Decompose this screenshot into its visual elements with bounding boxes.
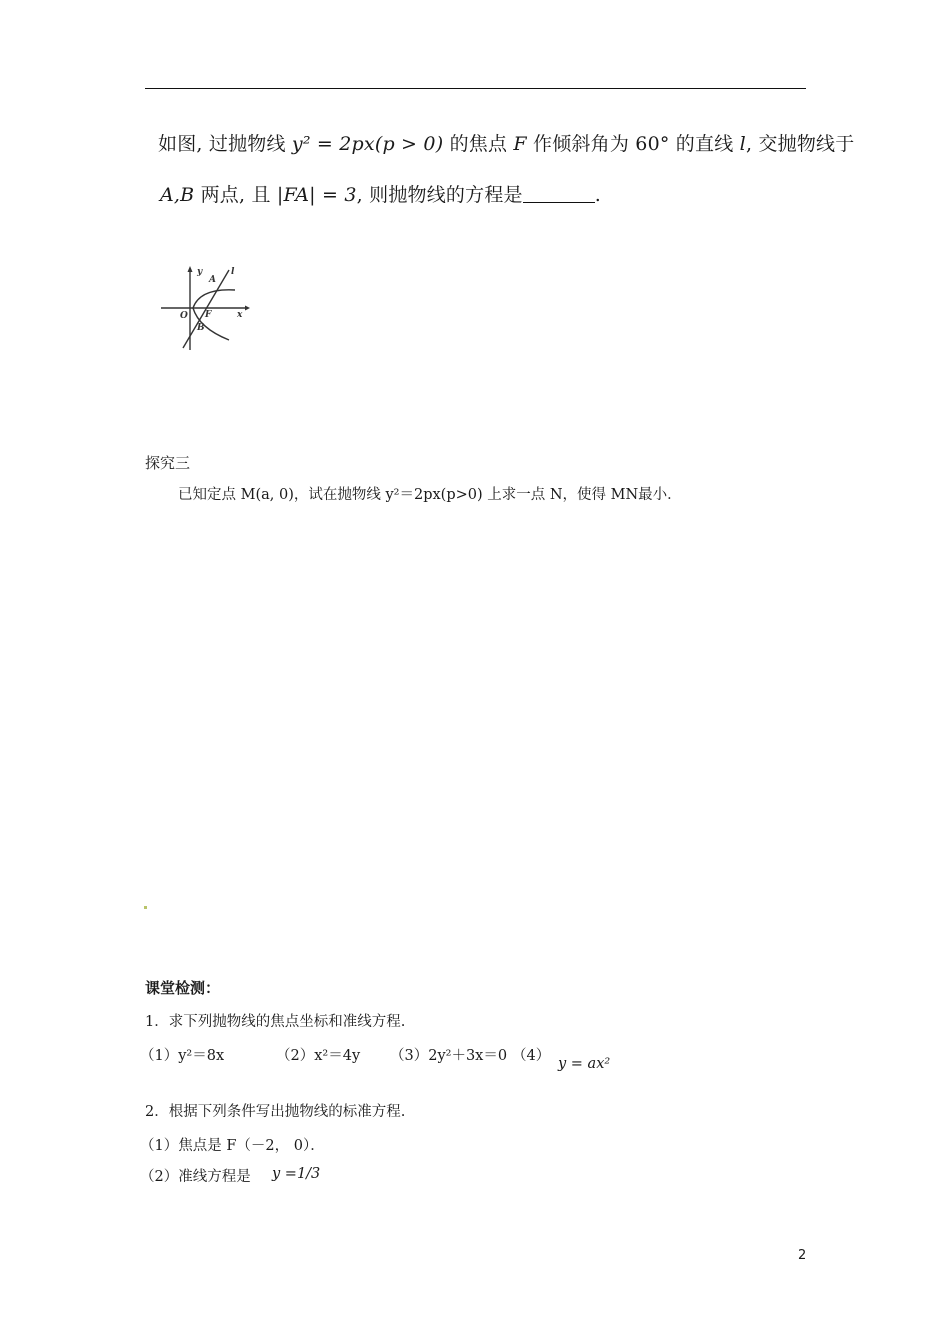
- points-ab: A,B: [160, 184, 195, 206]
- label-a: A: [209, 275, 216, 285]
- q1-item-1: （1）y²＝8x: [140, 1048, 225, 1064]
- q2-item-1: （1）焦点是 F（－2， 0）．: [140, 1138, 325, 1154]
- q2-item-2-equation: y =1/3: [272, 1166, 321, 1182]
- q1-text: 1．求下列抛物线的焦点坐标和准线方程.: [145, 1014, 406, 1030]
- parabola-equation: y² = 2px(p > 0): [291, 133, 444, 155]
- stray-mark: [144, 906, 147, 909]
- problem-line-2: [160, 180, 601, 207]
- fa-length: |FA| = 3: [276, 184, 357, 206]
- explore3-title: 探究三: [145, 454, 191, 472]
- q2-text: 2．根据下列条件写出抛物线的标准方程.: [145, 1104, 406, 1120]
- page-number: 2: [798, 1248, 807, 1263]
- x-axis-arrow: [245, 306, 250, 311]
- label-l: l: [231, 267, 235, 277]
- focus-symbol: F: [513, 133, 527, 155]
- label-f: F: [205, 310, 212, 320]
- q1-item-2: （2）x²＝4y: [276, 1048, 361, 1064]
- answer-blank[interactable]: [523, 186, 595, 203]
- header-rule: [145, 88, 806, 89]
- line-symbol: l: [739, 133, 746, 155]
- label-x: x: [237, 310, 243, 320]
- parabola-figure: [155, 262, 255, 352]
- problem-line-1: [158, 129, 854, 156]
- problem-text: 作倾斜角为 60° 的直线: [526, 133, 740, 155]
- problem-text: 的焦点: [443, 133, 514, 155]
- problem-text: .: [594, 184, 601, 206]
- label-y: y: [197, 267, 203, 277]
- explore3-text: 已知定点 M(a, 0)，试在抛物线 y²＝2px(p>0) 上求一点 N，使得 MN最小．: [178, 487, 682, 503]
- problem-text: 两点, 且: [194, 184, 277, 206]
- problem-text: , 则抛物线的方程是: [356, 184, 523, 206]
- q1-item-3: （3）2y²＋3x＝0: [390, 1048, 508, 1064]
- q2-item-2: （2）准线方程是: [140, 1169, 251, 1185]
- q1-item-4: （4）: [512, 1048, 551, 1064]
- label-o: O: [180, 311, 188, 321]
- problem-text: 如图, 过抛物线: [158, 133, 292, 155]
- q1-item-4-equation: y = ax²: [558, 1056, 611, 1072]
- classroom-title: 课堂检测：: [145, 979, 221, 997]
- label-b: B: [197, 323, 205, 333]
- y-axis-arrow: [188, 266, 193, 272]
- problem-text: , 交抛物线于: [745, 133, 855, 155]
